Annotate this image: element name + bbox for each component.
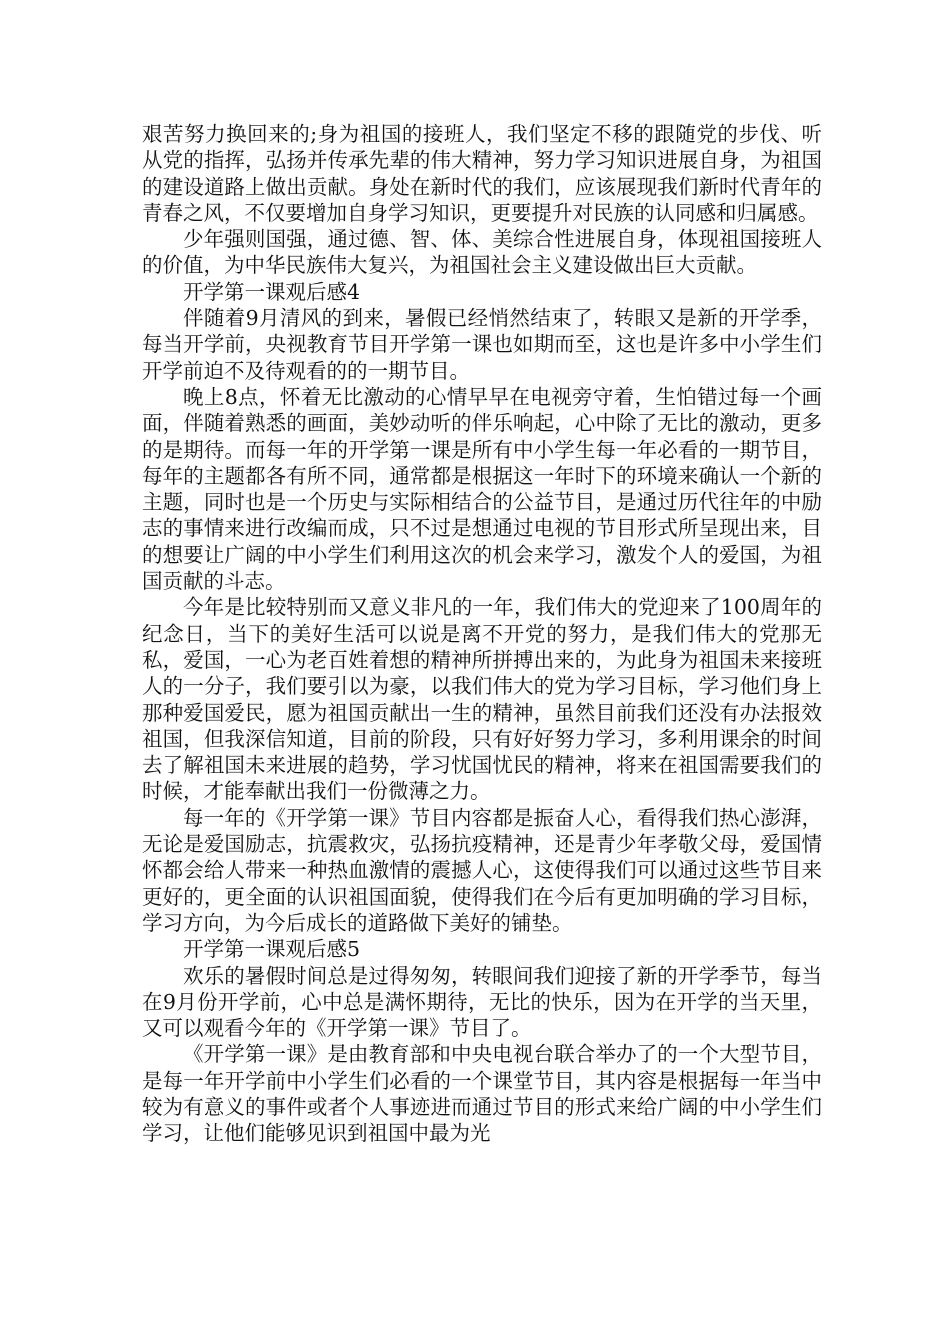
paragraph: 《开学第一课》是由教育部和中央电视台联合举办了的一个大型节目，是每一年开学前中小学生们必看的一个课堂节目，其内容是根据每一年当中较为有意义的事件或者个人事迹进而通过节目的形式来给广阔的中小学生们学习，让他们能够见识到祖国中最为光 xyxy=(142,1042,822,1146)
paragraph: 每一年的《开学第一课》节目内容都是振奋人心，看得我们热心澎湃，无论是爱国励志，抗震救灾，弘扬抗疫精神，还是青少年孝敬父母，爱国情怀都会给人带来一种热血激情的震撼人心，这使得我们可以通过这些节目来更好的，更全面的认识祖国面貌，使得我们在今后有更加明确的学习目标，学习方向，为今后成长的道路做下美好的铺垫。 xyxy=(142,805,822,935)
paragraph: 晚上8点，怀着无比激动的心情早早在电视旁守着，生怕错过每一个画面，伴随着熟悉的画面，美妙动听的伴乐响起，心中除了无比的激动，更多的是期待。而每一年的开学第一课是所有中小学生每一年必看的一期节目，每年的主题都各有所不同，通常都是根据这一年时下的环境来确认一个新的主题，同时也是一个历史与实际相结合的公益节目，是通过历代往年的中励志的事情来进行改编而成，只不过是想通过电视的节目形式所呈现出来，目的想要让广阔的中小学生们利用这次的机会来学习，激发个人的爱国，为祖国贡献的斗志。 xyxy=(142,384,822,594)
document-body xyxy=(142,121,822,1147)
paragraph: 今年是比较特别而又意义非凡的一年，我们伟大的党迎来了100周年的纪念日，当下的美好生活可以说是离不开党的努力，是我们伟大的党那无私，爱国，一心为老百姓着想的精神所拼搏出来的，为此身为祖国未来接班人的一分子，我们要引以为豪，以我们伟大的党为学习目标，学习他们身上那种爱国爱民，愿为祖国贡献出一生的精神，虽然目前我们还没有办法报效祖国，但我深信知道，目前的阶段，只有好好努力学习，多利用课余的时间去了解祖国未来进展的趋势，学习忧国忧民的精神，将来在祖国需要我们的时候，才能奉献出我们一份微薄之力。 xyxy=(142,595,822,804)
paragraph: 伴随着9月清风的到来，暑假已经悄然结束了，转眼又是新的开学季，每当开学前，央视教育节目开学第一课也如期而至，这也是许多中小学生们开学前迫不及待观看的的一期节目。 xyxy=(142,306,822,383)
section-heading-4: 开学第一课观后感4 xyxy=(183,279,361,304)
paragraph: 欢乐的暑假时间总是过得匆匆，转眼间我们迎接了新的开学季节，每当在9月份开学前，心中总是满怀期待，无比的快乐，因为在开学的当天里，又可以观看今年的《开学第一课》节目了。 xyxy=(142,963,822,1041)
paragraph: 少年强则国强，通过德、智、体、美综合性进展自身，体现祖国接班人的价值，为中华民族伟大复兴，为祖国社会主义建设做出巨大贡献。 xyxy=(142,227,822,278)
section-heading-5: 开学第一课观后感5 xyxy=(183,937,361,962)
paragraph-continuation: 艰苦努力换回来的;身为祖国的接班人，我们坚定不移的跟随党的步伐、听从党的指挥，弘扬并传承先辈的伟大精神，努力学习知识进展自身，为祖国的建设道路上做出贡献。身处在新时代的我们，应该展现我们新时代青年的青春之风，不仅要增加自身学习知识，更要提升对民族的认同感和归属感。 xyxy=(142,122,822,225)
